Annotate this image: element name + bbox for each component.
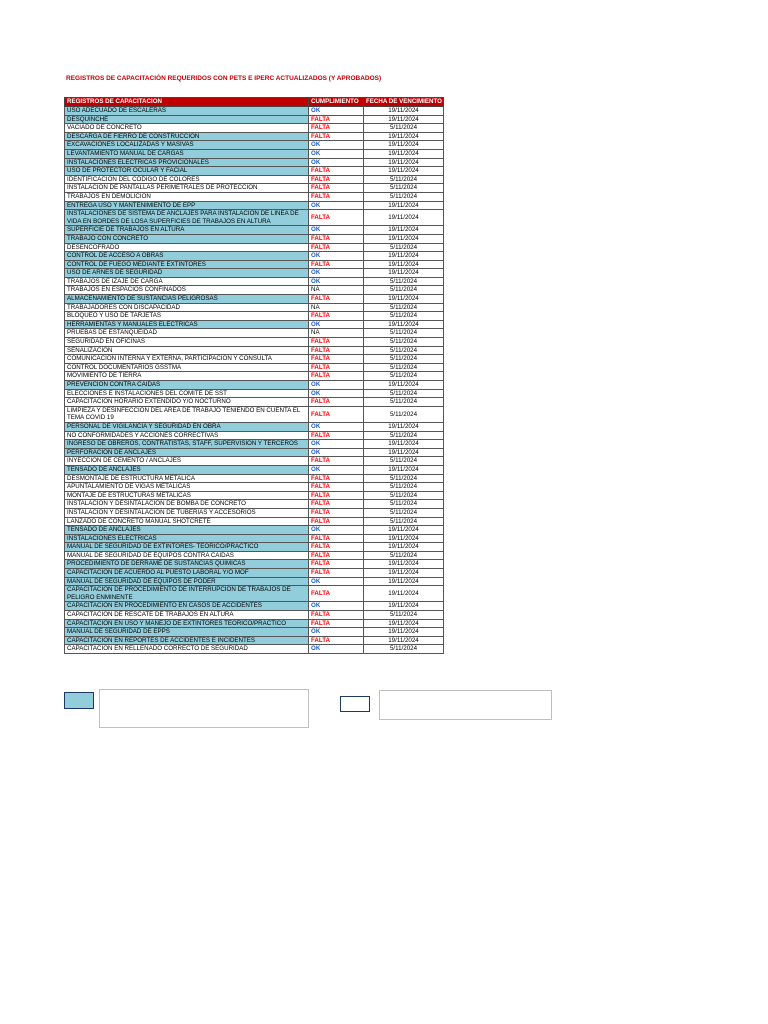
table-row: [65, 422, 444, 431]
table-row: [65, 448, 444, 457]
compliance-status-cell: OK: [309, 465, 364, 474]
compliance-status-cell: FALTA: [309, 491, 364, 500]
table-row: [65, 269, 444, 278]
training-name-cell: SUPERFICIE DE TRABAJOS EN ALTURA: [65, 226, 309, 235]
table-row: [65, 483, 444, 492]
expiry-date-cell: 19/11/2024: [364, 210, 444, 226]
table-row: [65, 440, 444, 449]
compliance-status-cell: FALTA: [309, 363, 364, 372]
table-row: [65, 286, 444, 295]
table-row: [65, 381, 444, 390]
expiry-date-cell: 19/11/2024: [364, 132, 444, 141]
table-row: [65, 175, 444, 184]
expiry-date-cell: 19/11/2024: [364, 586, 444, 602]
expiry-date-cell: 5/11/2024: [364, 611, 444, 620]
training-name-cell: APUNTALAMIENTO DE VIGAS METALICAS: [65, 483, 309, 492]
training-name-cell: NO CONFORMIDADES Y ACCIONES CORRECTIVAS: [65, 431, 309, 440]
compliance-status-cell: OK: [309, 381, 364, 390]
table-row: [65, 602, 444, 611]
compliance-status-cell: OK: [309, 602, 364, 611]
expiry-date-cell: 19/11/2024: [364, 602, 444, 611]
expiry-date-cell: 19/11/2024: [364, 141, 444, 150]
expiry-date-cell: 5/11/2024: [364, 243, 444, 252]
compliance-status-cell: OK: [309, 226, 364, 235]
training-name-cell: INGRESO DE OBREROS, CONTRATISTAS, STAFF, SUPERVISION Y TERCEROS: [65, 440, 309, 449]
expiry-date-cell: 5/11/2024: [364, 398, 444, 407]
compliance-status-cell: FALTA: [309, 260, 364, 269]
table-row: [65, 465, 444, 474]
compliance-status-cell: OK: [309, 107, 364, 116]
table-row: [65, 619, 444, 628]
compliance-status-cell: FALTA: [309, 355, 364, 364]
expiry-date-cell: 5/11/2024: [364, 346, 444, 355]
training-name-cell: CAPACITACION HORARIO EXTENDIDO Y/O NOCTURNO: [65, 398, 309, 407]
compliance-status-cell: FALTA: [309, 500, 364, 509]
expiry-date-cell: 19/11/2024: [364, 465, 444, 474]
training-name-cell: DESCARGA DE FIERRO DE CONSTRUCCIÓN: [65, 132, 309, 141]
expiry-date-cell: 5/11/2024: [364, 457, 444, 466]
expiry-date-cell: 5/11/2024: [364, 184, 444, 193]
training-name-cell: CAPACITACION DE RESCATE DE TRABAJOS EN ALTURA: [65, 611, 309, 620]
expiry-date-cell: 5/11/2024: [364, 303, 444, 312]
compliance-status-cell: OK: [309, 149, 364, 158]
expiry-date-cell: 5/11/2024: [364, 286, 444, 295]
compliance-status-cell: OK: [309, 440, 364, 449]
table-row: [65, 124, 444, 133]
table-row: [65, 645, 444, 654]
training-name-cell: COMUNICACIÓN INTERNA Y EXTERNA, PARTICIPACION Y CONSULTA: [65, 355, 309, 364]
training-name-cell: TRABAJO CON CONCRETO: [65, 234, 309, 243]
compliance-status-cell: FALTA: [309, 295, 364, 304]
compliance-status-cell: FALTA: [309, 543, 364, 552]
training-name-cell: USO DE ARNES DE SEGURIDAD: [65, 269, 309, 278]
expiry-date-cell: 5/11/2024: [364, 474, 444, 483]
table-row: [65, 431, 444, 440]
expiry-date-cell: 5/11/2024: [364, 372, 444, 381]
compliance-status-cell: FALTA: [309, 372, 364, 381]
table-row: [65, 372, 444, 381]
compliance-status-cell: NA: [309, 303, 364, 312]
table-row: [65, 252, 444, 261]
expiry-date-cell: 5/11/2024: [364, 312, 444, 321]
table-row: [65, 295, 444, 304]
table-row: [65, 260, 444, 269]
compliance-status-cell: OK: [309, 577, 364, 586]
compliance-status-cell: OK: [309, 628, 364, 637]
training-name-cell: CONTROL DE FUEGO MEDIANTE EXTINTORES: [65, 260, 309, 269]
compliance-status-cell: FALTA: [309, 569, 364, 578]
expiry-date-cell: 5/11/2024: [364, 329, 444, 338]
table-row: [65, 363, 444, 372]
training-name-cell: ENTREGA USO Y MANTENIMIENTO DE EPP: [65, 201, 309, 210]
compliance-status-cell: FALTA: [309, 611, 364, 620]
compliance-status-cell: OK: [309, 158, 364, 167]
training-name-cell: PROCEDIMIENTO DE DERRAME DE SUSTANCIAS QUIMICAS: [65, 560, 309, 569]
compliance-status-cell: FALTA: [309, 312, 364, 321]
training-name-cell: TRABAJADORES CON DISCAPACIDAD: [65, 303, 309, 312]
table-row: [65, 398, 444, 407]
table-body: [65, 107, 444, 654]
training-name-cell: EXCAVACIONES LOCALIZADAS Y MASIVAS: [65, 141, 309, 150]
expiry-date-cell: 5/11/2024: [364, 491, 444, 500]
table-row: [65, 329, 444, 338]
expiry-date-cell: 19/11/2024: [364, 115, 444, 124]
expiry-date-cell: 5/11/2024: [364, 124, 444, 133]
compliance-status-cell: FALTA: [309, 406, 364, 422]
table-row: [65, 586, 444, 602]
table-row: [65, 346, 444, 355]
legend-plain-swatch: [340, 696, 370, 712]
table-row: [65, 201, 444, 210]
expiry-date-cell: 5/11/2024: [364, 483, 444, 492]
compliance-status-cell: OK: [309, 269, 364, 278]
compliance-status-cell: OK: [309, 526, 364, 535]
table-row: [65, 243, 444, 252]
training-name-cell: PERSONAL DE VIGILANCIA Y SEGURIDAD EN OBRA: [65, 422, 309, 431]
training-records-table: [64, 97, 444, 654]
expiry-date-cell: 19/11/2024: [364, 226, 444, 235]
training-name-cell: CAPACITACION EN RELLENADO CORRECTO DE SEGURIDAD: [65, 645, 309, 654]
expiry-date-cell: 5/11/2024: [364, 551, 444, 560]
expiry-date-cell: 5/11/2024: [364, 389, 444, 398]
expiry-date-cell: 19/11/2024: [364, 107, 444, 116]
training-name-cell: MANUAL DE SEGURIDAD DE EQUIPOS DE PODER: [65, 577, 309, 586]
compliance-status-cell: FALTA: [309, 560, 364, 569]
training-name-cell: PREVENCION CONTRA CAIDAS: [65, 381, 309, 390]
compliance-status-cell: FALTA: [309, 551, 364, 560]
training-name-cell: DESQUINCHE: [65, 115, 309, 124]
table-row: [65, 491, 444, 500]
expiry-date-cell: 5/11/2024: [364, 406, 444, 422]
table-row: [65, 611, 444, 620]
expiry-date-cell: 19/11/2024: [364, 569, 444, 578]
training-name-cell: CAPACITACION DE PROCEDIMIENTO DE INTERRUPCION DE TRABAJOS DE PELIGRO ENMINENTE: [65, 586, 309, 602]
training-name-cell: TENSADO DE ANCLAJES: [65, 526, 309, 535]
expiry-date-cell: 19/11/2024: [364, 381, 444, 390]
table-row: [65, 210, 444, 226]
compliance-status-cell: OK: [309, 252, 364, 261]
table-row: [65, 158, 444, 167]
training-name-cell: SEGURIDAD EN OFICINAS: [65, 338, 309, 347]
expiry-date-cell: 19/11/2024: [364, 158, 444, 167]
compliance-status-cell: FALTA: [309, 115, 364, 124]
header-cumplimiento: CUMPLIMIENTO: [309, 98, 364, 107]
table-row: [65, 508, 444, 517]
expiry-date-cell: 5/11/2024: [364, 338, 444, 347]
training-name-cell: CONTROL DOCUMENTARIOS GSSTMA: [65, 363, 309, 372]
table-row: [65, 355, 444, 364]
training-name-cell: BLOQUEO Y USO DE TARJETAS: [65, 312, 309, 321]
compliance-status-cell: OK: [309, 320, 364, 329]
compliance-status-cell: FALTA: [309, 457, 364, 466]
training-name-cell: CAPACITACION EN USO Y MANEJO DE EXTINTORES TEORICO/PRACTICO: [65, 619, 309, 628]
training-name-cell: VACIADO DE CONCRETO: [65, 124, 309, 133]
table-row: [65, 303, 444, 312]
compliance-status-cell: OK: [309, 141, 364, 150]
expiry-date-cell: 19/11/2024: [364, 543, 444, 552]
expiry-date-cell: 5/11/2024: [364, 500, 444, 509]
training-name-cell: LEVANTAMIENTO MANUAL DE CARGAS: [65, 149, 309, 158]
training-name-cell: CAPACITACION DE ACUERDO AL PUESTO LABORAL Y/O MOF: [65, 569, 309, 578]
expiry-date-cell: 19/11/2024: [364, 260, 444, 269]
training-name-cell: LIMPIEZA Y DESINFECCION DEL AREA DE TRABAJO TENIENDO EN CUENTA EL TEMA COVID 19: [65, 406, 309, 422]
training-name-cell: ELECCIONES E INSTALACIONES DEL COMITÉ DE SST: [65, 389, 309, 398]
table-row: [65, 312, 444, 321]
compliance-status-cell: FALTA: [309, 175, 364, 184]
expiry-date-cell: 5/11/2024: [364, 645, 444, 654]
table-row: [65, 107, 444, 116]
legend-highlight-swatch: [64, 692, 94, 709]
training-name-cell: USO DE PROTECTOR OCULAR Y FACIAL: [65, 167, 309, 176]
legend-plain-textbox[interactable]: [379, 690, 552, 720]
compliance-status-cell: FALTA: [309, 184, 364, 193]
compliance-status-cell: OK: [309, 201, 364, 210]
expiry-date-cell: 19/11/2024: [364, 201, 444, 210]
expiry-date-cell: 19/11/2024: [364, 252, 444, 261]
training-name-cell: CONTROL DE ACCESO A OBRAS: [65, 252, 309, 261]
expiry-date-cell: 19/11/2024: [364, 269, 444, 278]
training-name-cell: INYECCION DE CEMENTO / ANCLAJES: [65, 457, 309, 466]
expiry-date-cell: 19/11/2024: [364, 628, 444, 637]
training-name-cell: SEÑALIZACION: [65, 346, 309, 355]
compliance-status-cell: FALTA: [309, 346, 364, 355]
training-name-cell: CAPACITACION EN PROCEDIMIENTO EN CASOS DE ACCIDENTES: [65, 602, 309, 611]
training-name-cell: MANUAL DE SEGURIDAD DE EQUIPOS CONTRA CAIDAS: [65, 551, 309, 560]
table-row: [65, 577, 444, 586]
document-title: REGISTROS DE CAPACITACIÓN REQUERIDOS CON PETS E IPERC ACTUALIZADOS (Y APROBADOS): [66, 75, 382, 82]
training-name-cell: PERFORACION DE ANCLAJES: [65, 448, 309, 457]
training-name-cell: ALMACENAMIENTO DE SUSTANCIAS PELIGROSAS: [65, 295, 309, 304]
expiry-date-cell: 5/11/2024: [364, 363, 444, 372]
training-name-cell: MANUAL DE SEGURIDAD DE EPPS: [65, 628, 309, 637]
table-row: [65, 167, 444, 176]
training-name-cell: IDENTIFICACION DEL CODIGO DE COLORES: [65, 175, 309, 184]
table-row: [65, 551, 444, 560]
compliance-status-cell: FALTA: [309, 508, 364, 517]
expiry-date-cell: 5/11/2024: [364, 431, 444, 440]
table-row: [65, 560, 444, 569]
expiry-date-cell: 5/11/2024: [364, 175, 444, 184]
training-name-cell: PRUEBAS DE ESTANQUEIDAD: [65, 329, 309, 338]
table-row: [65, 534, 444, 543]
compliance-status-cell: OK: [309, 277, 364, 286]
table-header-row: [65, 98, 444, 107]
header-registros: REGISTROS DE CAPACITACION: [65, 98, 309, 107]
compliance-status-cell: OK: [309, 389, 364, 398]
training-name-cell: MANUAL DE SEGURIDAD DE EXTINTORES- TEORICO/PRACTICO: [65, 543, 309, 552]
training-name-cell: INSTALACIONES DE SISTEMA DE ANCLAJES PARA INSTALACION DE LINEA DE VIDA EN BORDES DE LOSA SUPERFICIES DE TRABAJOS EN ALTURA: [65, 210, 309, 226]
training-name-cell: MONTAJE DE ESTRUCTURAS METALICAS: [65, 491, 309, 500]
training-name-cell: CAPACITACION EN REPORTES DE ACCIDENTES E INCIDENTES: [65, 636, 309, 645]
expiry-date-cell: 19/11/2024: [364, 295, 444, 304]
compliance-status-cell: FALTA: [309, 431, 364, 440]
compliance-status-cell: FALTA: [309, 534, 364, 543]
compliance-status-cell: FALTA: [309, 619, 364, 628]
training-name-cell: TRABAJOS DE IZAJE DE CARGA: [65, 277, 309, 286]
training-name-cell: INSTALACION Y DESINTALACION DE BOMBA DE CONCRETO: [65, 500, 309, 509]
table-row: [65, 320, 444, 329]
compliance-status-cell: FALTA: [309, 167, 364, 176]
training-name-cell: INSTALACIONES ELECTRICAS PROVICIONALES: [65, 158, 309, 167]
table-row: [65, 141, 444, 150]
compliance-status-cell: OK: [309, 645, 364, 654]
table-row: [65, 389, 444, 398]
compliance-status-cell: NA: [309, 286, 364, 295]
expiry-date-cell: 19/11/2024: [364, 448, 444, 457]
compliance-status-cell: FALTA: [309, 398, 364, 407]
training-name-cell: INSTALACION DE PANTALLAS PERIMETRALES DE PROTECCION: [65, 184, 309, 193]
training-name-cell: LANZADO DE CONCRETO MANUAL SHOTCRETE: [65, 517, 309, 526]
compliance-status-cell: FALTA: [309, 234, 364, 243]
table-row: [65, 115, 444, 124]
expiry-date-cell: 19/11/2024: [364, 320, 444, 329]
table-row: [65, 192, 444, 201]
table-row: [65, 406, 444, 422]
training-name-cell: TRABAJOS EN DEMOLICION: [65, 192, 309, 201]
expiry-date-cell: 19/11/2024: [364, 534, 444, 543]
expiry-date-cell: 5/11/2024: [364, 355, 444, 364]
expiry-date-cell: 19/11/2024: [364, 526, 444, 535]
compliance-status-cell: FALTA: [309, 243, 364, 252]
expiry-date-cell: 5/11/2024: [364, 517, 444, 526]
table-row: [65, 226, 444, 235]
expiry-date-cell: 19/11/2024: [364, 577, 444, 586]
table-row: [65, 457, 444, 466]
training-name-cell: MOVIMIENTO DE TIERRA: [65, 372, 309, 381]
expiry-date-cell: 5/11/2024: [364, 277, 444, 286]
expiry-date-cell: 19/11/2024: [364, 440, 444, 449]
training-name-cell: DESENCOFRADO: [65, 243, 309, 252]
expiry-date-cell: 19/11/2024: [364, 619, 444, 628]
table-row: [65, 474, 444, 483]
training-name-cell: HERRAMIENTAS Y MANUALES ELECTRICAS: [65, 320, 309, 329]
compliance-status-cell: FALTA: [309, 483, 364, 492]
training-name-cell: INSTALACION Y DESINTALACION DE TUBERIAS Y ACCESORIOS: [65, 508, 309, 517]
table-row: [65, 569, 444, 578]
expiry-date-cell: 19/11/2024: [364, 167, 444, 176]
expiry-date-cell: 5/11/2024: [364, 508, 444, 517]
expiry-date-cell: 19/11/2024: [364, 636, 444, 645]
compliance-status-cell: FALTA: [309, 338, 364, 347]
expiry-date-cell: 19/11/2024: [364, 422, 444, 431]
table-row: [65, 517, 444, 526]
training-name-cell: TENSADO DE ANCLAJES: [65, 465, 309, 474]
training-name-cell: INSTALACIONES ELECTRICAS: [65, 534, 309, 543]
compliance-status-cell: FALTA: [309, 192, 364, 201]
compliance-status-cell: OK: [309, 422, 364, 431]
expiry-date-cell: 5/11/2024: [364, 192, 444, 201]
compliance-status-cell: FALTA: [309, 132, 364, 141]
table-row: [65, 184, 444, 193]
training-name-cell: DESMONTAJE DE ESTRUCTURA METALICA: [65, 474, 309, 483]
table-row: [65, 234, 444, 243]
compliance-status-cell: FALTA: [309, 636, 364, 645]
compliance-status-cell: FALTA: [309, 210, 364, 226]
table-row: [65, 338, 444, 347]
compliance-status-cell: FALTA: [309, 124, 364, 133]
expiry-date-cell: 19/11/2024: [364, 560, 444, 569]
expiry-date-cell: 19/11/2024: [364, 149, 444, 158]
table-row: [65, 628, 444, 637]
table-row: [65, 500, 444, 509]
table-row: [65, 543, 444, 552]
expiry-date-cell: 19/11/2024: [364, 234, 444, 243]
training-name-cell: USO ADECUADO DE ESCALERAS: [65, 107, 309, 116]
compliance-status-cell: NA: [309, 329, 364, 338]
compliance-status-cell: FALTA: [309, 586, 364, 602]
table-row: [65, 526, 444, 535]
compliance-status-cell: OK: [309, 448, 364, 457]
compliance-status-cell: FALTA: [309, 474, 364, 483]
legend-highlight-textbox[interactable]: [99, 689, 309, 728]
header-fecha-vencimiento: FECHA DE VENCIMIENTO: [364, 98, 444, 107]
table-row: [65, 149, 444, 158]
table-row: [65, 132, 444, 141]
training-name-cell: TRABAJOS EN ESPACIOS CONFINADOS: [65, 286, 309, 295]
table-row: [65, 277, 444, 286]
compliance-status-cell: FALTA: [309, 517, 364, 526]
table-row: [65, 636, 444, 645]
